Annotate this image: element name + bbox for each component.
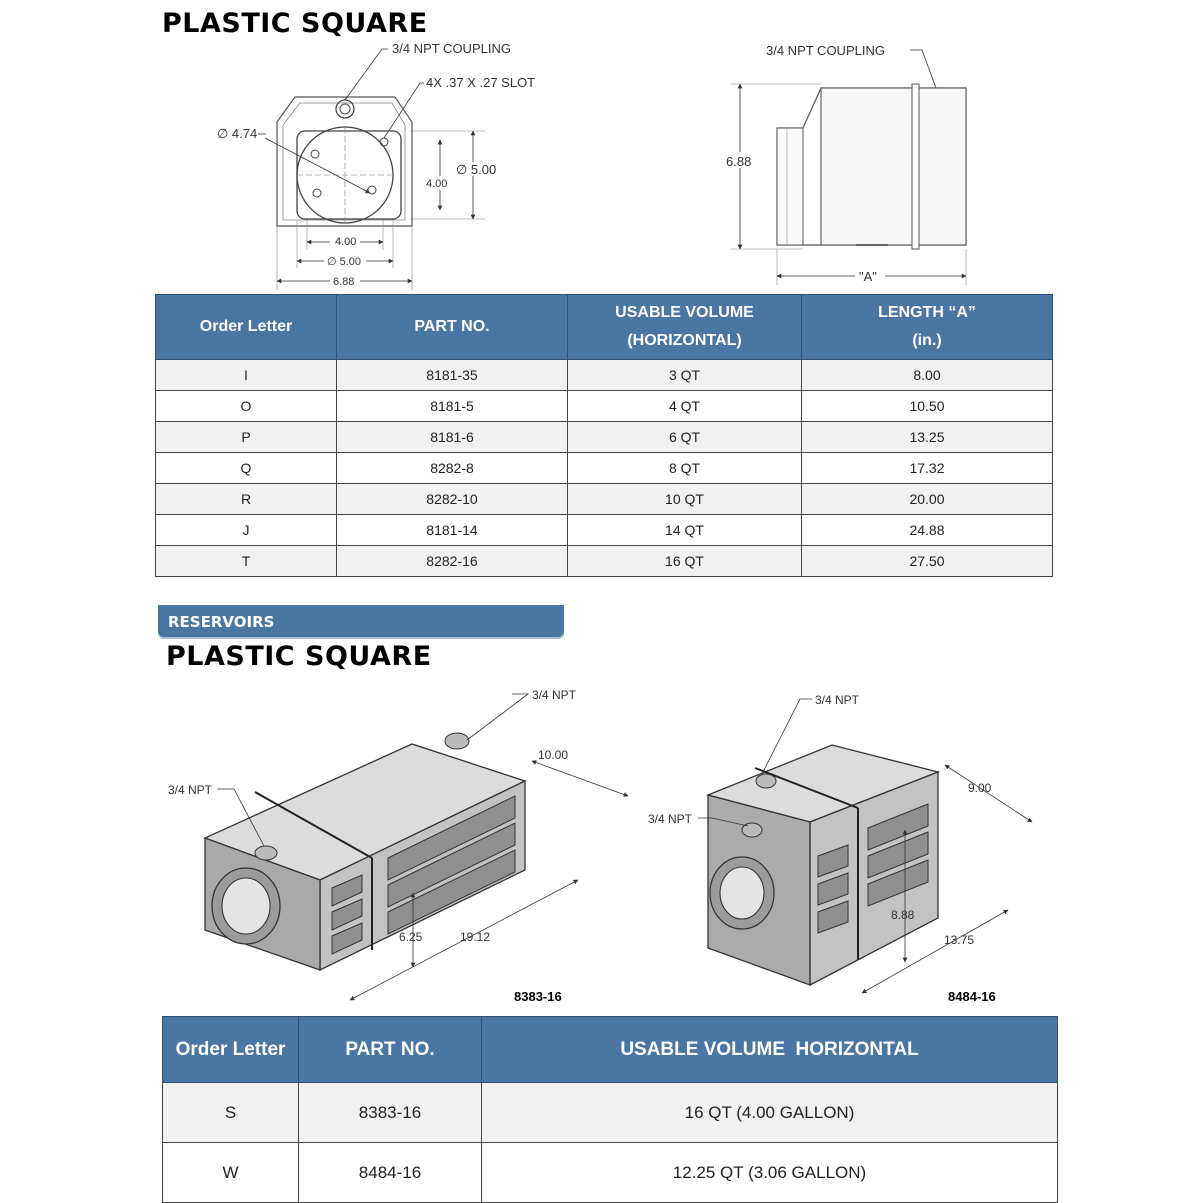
length-cell: 24.88: [802, 515, 1053, 546]
side-view-drawing: [731, 50, 966, 285]
table-row: [163, 1083, 1058, 1143]
header-length-a: [802, 295, 1053, 360]
right-dim-length: 13.75: [944, 933, 975, 947]
table-header-row: [163, 1017, 1058, 1083]
side-length-a-label: "A": [859, 269, 877, 284]
part-no-cell: 8383-16: [299, 1083, 482, 1143]
part-no-cell: 8282-8: [337, 453, 568, 484]
part-no-cell: 8181-5: [337, 391, 568, 422]
volume-cell: 4 QT: [568, 391, 802, 422]
section-title: PLASTIC SQUARE: [162, 8, 428, 39]
length-cell: 17.32: [802, 453, 1053, 484]
order-letter-cell: I: [156, 360, 337, 391]
part-no-cell: 8181-14: [337, 515, 568, 546]
left-dim-length: 19.12: [460, 930, 491, 944]
volume-cell: 16 QT: [568, 546, 802, 577]
right-dim-width: 9.00: [968, 781, 992, 795]
header-part-no: PART NO.: [337, 295, 568, 360]
reservoir-length-table: [155, 294, 1053, 577]
length-cell: 10.50: [802, 391, 1053, 422]
volume-cell: 6 QT: [568, 422, 802, 453]
volume-cell: 8 QT: [568, 453, 802, 484]
left-npt-side-label: 3/4 NPT: [168, 783, 213, 797]
side-height-label: 6.88: [726, 154, 752, 169]
table-row: [156, 515, 1053, 546]
reservoirs-banner: [158, 605, 564, 639]
front-slot-label: 4X .37 X .27 SLOT: [426, 75, 536, 90]
header-part-no: PART NO.: [299, 1017, 482, 1083]
header-length-line1: LENGTH “A”: [878, 304, 976, 321]
order-letter-cell: S: [163, 1083, 299, 1143]
dim-diameter-500-bottom: ∅ 5.00: [327, 256, 362, 268]
length-cell: 27.50: [802, 546, 1053, 577]
front-coupling-label: 3/4 NPT COUPLING: [392, 41, 511, 56]
top-technical-drawings: [0, 0, 1200, 295]
dim-400-vertical: 4.00: [426, 178, 448, 190]
part-no-cell: 8181-35: [337, 360, 568, 391]
header-usable-volume: [568, 295, 802, 360]
right-npt-top-label: 3/4 NPT: [815, 693, 860, 707]
length-cell: 20.00: [802, 484, 1053, 515]
part-no-cell: 8181-6: [337, 422, 568, 453]
left-dim-width: 10.00: [538, 748, 569, 762]
reservoir-volume-table: [162, 1016, 1058, 1203]
table-row: [156, 391, 1053, 422]
table-header-row: [156, 295, 1053, 360]
left-dim-height: 6.25: [399, 930, 423, 944]
table-row: [163, 1143, 1058, 1203]
table-row: [156, 422, 1053, 453]
order-letter-cell: P: [156, 422, 337, 453]
header-length-line2: (in.): [912, 332, 942, 349]
header-volume-line2: (HORIZONTAL): [627, 332, 742, 349]
length-cell: 13.25: [802, 422, 1053, 453]
order-letter-cell: O: [156, 391, 337, 422]
dim-400-horizontal: 4.00: [335, 236, 357, 248]
header-order-letter: Order Letter: [163, 1017, 299, 1083]
order-letter-cell: Q: [156, 453, 337, 484]
length-cell: 8.00: [802, 360, 1053, 391]
header-usable-volume: USABLE VOLUME HORIZONTAL: [482, 1017, 1058, 1083]
part-no-cell: 8282-10: [337, 484, 568, 515]
dim-diameter-474: ∅ 4.74: [217, 126, 258, 141]
table-row: [156, 484, 1053, 515]
left-npt-top-label: 3/4 NPT: [532, 688, 577, 702]
reservoir-8383-16-illustration: [205, 694, 628, 1000]
left-model-label: 8383-16: [514, 989, 562, 1004]
order-letter-cell: J: [156, 515, 337, 546]
dim-diameter-500-right: ∅ 5.00: [456, 162, 497, 177]
table-row: [156, 453, 1053, 484]
part-no-cell: 8282-16: [337, 546, 568, 577]
volume-cell: 14 QT: [568, 515, 802, 546]
side-coupling-label: 3/4 NPT COUPLING: [766, 43, 885, 58]
table-row: [156, 360, 1053, 391]
order-letter-cell: T: [156, 546, 337, 577]
right-dim-height: 8.88: [891, 908, 915, 922]
right-npt-side-label: 3/4 NPT: [648, 812, 693, 826]
section2-title: PLASTIC SQUARE: [166, 641, 432, 672]
header-order-letter: Order Letter: [156, 295, 337, 360]
volume-cell: 12.25 QT (3.06 GALLON): [482, 1143, 1058, 1203]
table-row: [156, 546, 1053, 577]
right-model-label: 8484-16: [948, 989, 996, 1004]
volume-cell: 3 QT: [568, 360, 802, 391]
reservoir-8484-16-illustration: [698, 699, 1032, 993]
header-volume-line1: USABLE VOLUME: [615, 304, 754, 321]
isometric-drawings: [0, 680, 1200, 1010]
order-letter-cell: W: [163, 1143, 299, 1203]
dim-688-width: 6.88: [333, 276, 355, 288]
part-no-cell: 8484-16: [299, 1143, 482, 1203]
banner-label: RESERVOIRS: [168, 613, 275, 631]
volume-cell: 10 QT: [568, 484, 802, 515]
order-letter-cell: R: [156, 484, 337, 515]
volume-cell: 16 QT (4.00 GALLON): [482, 1083, 1058, 1143]
